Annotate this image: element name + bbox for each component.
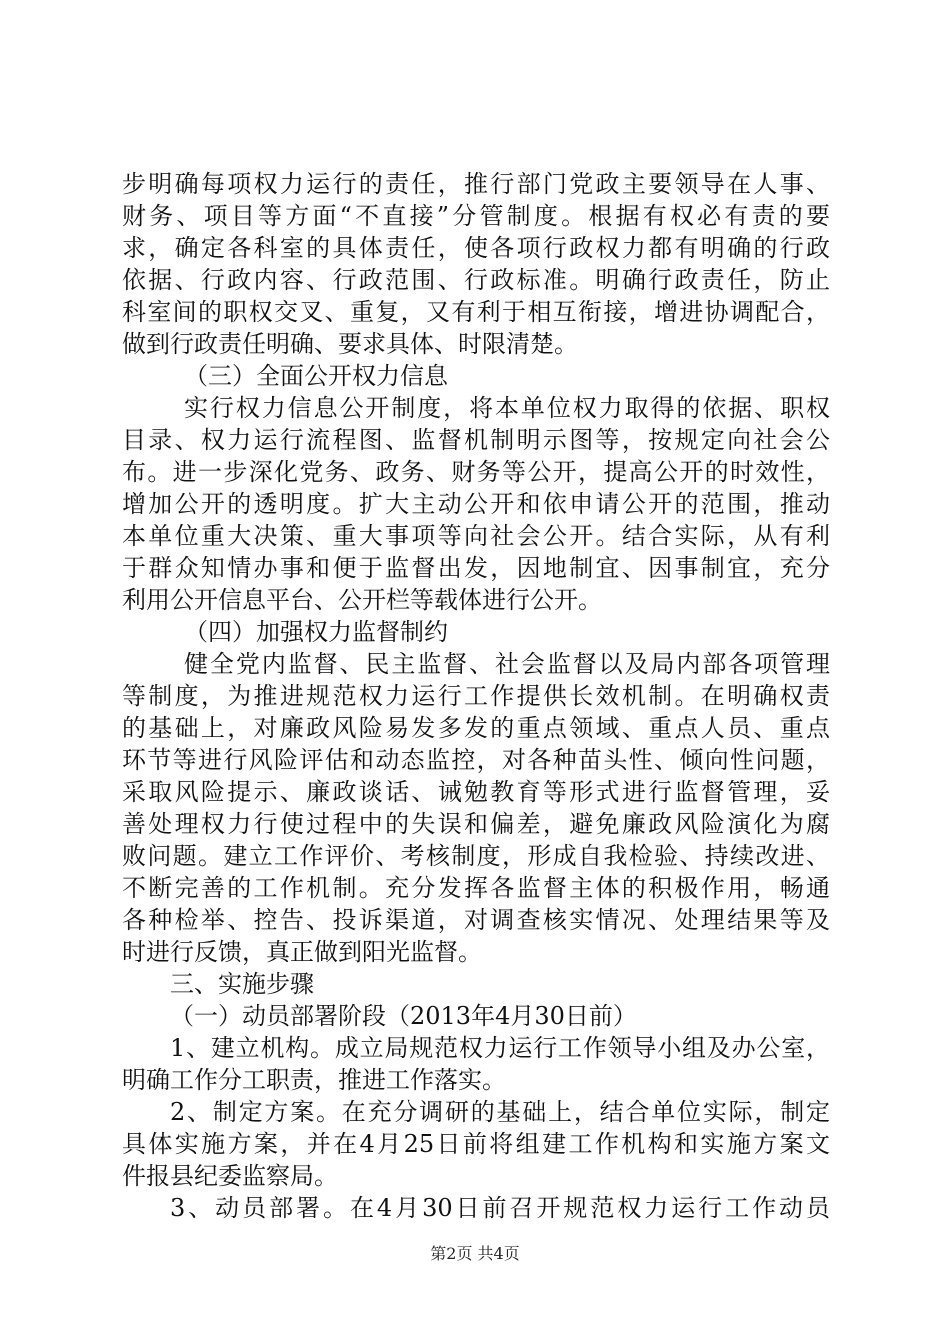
text-line: 各种检举、控告、投诉渠道，对调查核实情况、处理结果等及 — [122, 906, 830, 934]
text-line: 明确工作分工职责，推进工作落实。 — [122, 1066, 506, 1094]
text-line: 不断完善的工作机制。充分发挥各监督主体的积极作用，畅通 — [122, 874, 830, 902]
text-line: 增加公开的透明度。扩大主动公开和依申请公开的范围，推动 — [122, 490, 830, 518]
subsection-heading: （一）动员部署阶段（2013年4月30日前） — [170, 1002, 637, 1030]
text-line: 科室间的职权交叉、重复，又有利于相互衔接，增进协调配合， — [122, 298, 830, 326]
paragraph-first-line: 2、制定方案。在充分调研的基础上，结合单位实际，制定 — [170, 1098, 830, 1126]
document-body — [122, 168, 830, 1224]
text-line: 本单位重大决策、重大事项等向社会公开。结合实际，从有利 — [122, 522, 830, 550]
text-line: 善处理权力行使过程中的失误和偏差，避免廉政风险演化为腐 — [122, 810, 830, 838]
paragraph-first-line: 实行权力信息公开制度，将本单位权力取得的依据、职权 — [184, 394, 830, 422]
text-line: 布。进一步深化党务、政务、财务等公开，提高公开的时效性， — [122, 458, 830, 486]
text-line: 具体实施方案，并在4月25日前将组建工作机构和实施方案文 — [122, 1130, 830, 1158]
text-line: 目录、权力运行流程图、监督机制明示图等，按规定向社会公 — [122, 426, 830, 454]
text-line: 采取风险提示、廉政谈话、诫勉教育等形式进行监督管理，妥 — [122, 778, 830, 806]
paragraph-first-line: 健全党内监督、民主监督、社会监督以及局内部各项管理 — [184, 650, 830, 678]
text-line: 做到行政责任明确、要求具体、时限清楚。 — [122, 330, 578, 358]
section-heading: 三、实施步骤 — [170, 970, 314, 998]
text-line: 于群众知情办事和便于监督出发，因地制宜、因事制宜，充分 — [122, 554, 830, 582]
page-number-label: 第2页 共4页 — [430, 1244, 520, 1263]
paragraph-first-line: 1、建立机构。成立局规范权力运行工作领导小组及办公室， — [170, 1034, 830, 1062]
section-heading: （四）加强权力监督制约 — [184, 618, 448, 646]
text-line: 财务、项目等方面“不直接”分管制度。根据有权必有责的要 — [122, 202, 830, 230]
text-line: 求，确定各科室的具体责任，使各项行政权力都有明确的行政 — [122, 234, 830, 262]
text-line: 步明确每项权力运行的责任，推行部门党政主要领导在人事、 — [122, 170, 830, 198]
paragraph-first-line: 3、动员部署。在4月30日前召开规范权力运行工作动员 — [170, 1194, 830, 1222]
text-line: 件报县纪委监察局。 — [122, 1162, 338, 1190]
section-heading: （三）全面公开权力信息 — [184, 362, 448, 390]
text-line: 的基础上，对廉政风险易发多发的重点领域、重点人员、重点 — [122, 714, 830, 742]
page-footer — [0, 1244, 950, 1264]
text-line: 利用公开信息平台、公开栏等载体进行公开。 — [122, 586, 602, 614]
text-line: 依据、行政内容、行政范围、行政标准。明确行政责任，防止 — [122, 266, 830, 294]
text-line: 环节等进行风险评估和动态监控，对各种苗头性、倾向性问题， — [122, 746, 830, 774]
text-line: 败问题。建立工作评价、考核制度，形成自我检验、持续改进、 — [122, 842, 830, 870]
text-line: 时进行反馈，真正做到阳光监督。 — [122, 938, 482, 966]
text-line: 等制度，为推进规范权力运行工作提供长效机制。在明确权责 — [122, 682, 830, 710]
